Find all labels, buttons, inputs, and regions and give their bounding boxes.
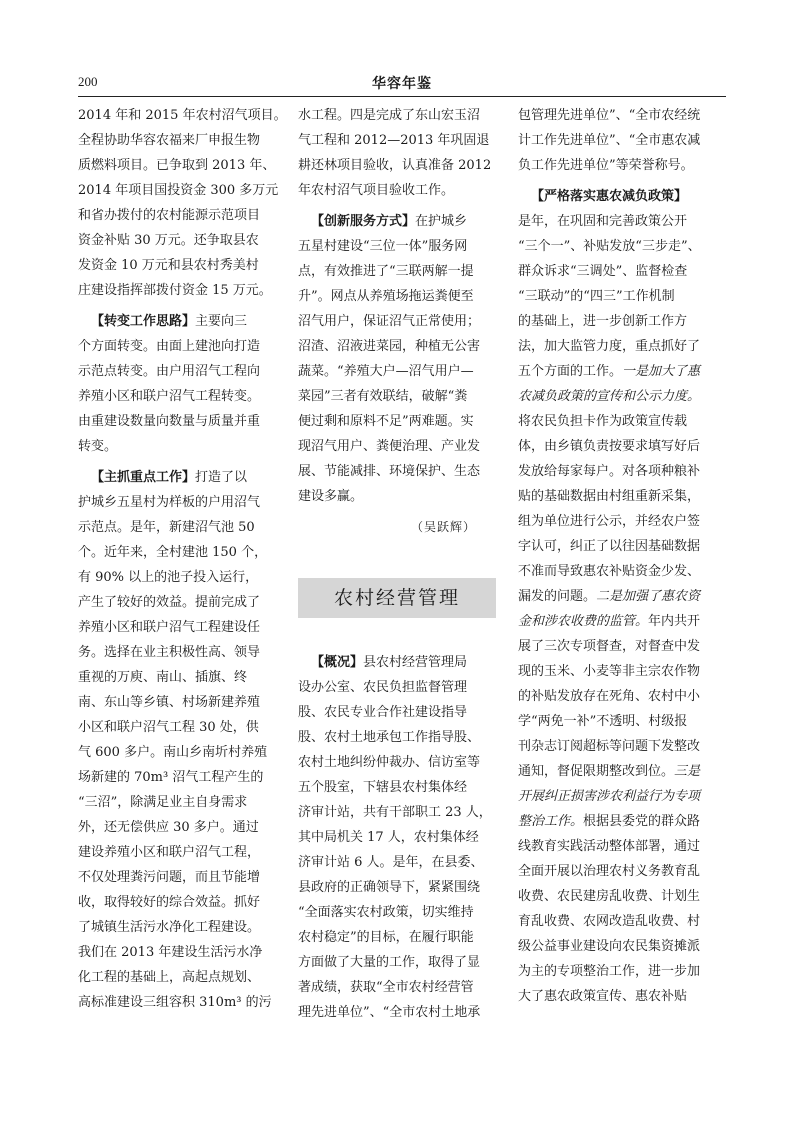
column-1	[78, 103, 288, 1015]
text-line: 线教育实践活动整体部署，通过	[518, 839, 701, 854]
text-line: 气 600 多户。南山乡南圻村养殖	[78, 745, 268, 760]
text-line: 高标准建设三组容积 310m³ 的污	[78, 995, 272, 1010]
paragraph	[78, 465, 288, 1015]
paragraph	[298, 103, 498, 203]
text-line: 是年，在巩固和完善政策公开	[518, 214, 688, 229]
text-line: 字认可，纠正了以往因基础数据	[518, 539, 701, 554]
page-header	[78, 58, 726, 98]
section-heading: 【严格落实惠农减负政策】	[531, 189, 688, 204]
text-line: 包管理先进单位”、“全市农经统	[518, 108, 701, 123]
text-line: 济审计站 6 人。是年，在县委、	[298, 855, 484, 870]
text-line: 现的玉米、小麦等非主宗农作物	[518, 664, 701, 679]
text-line: 建设养殖小区和联户沼气工程，	[78, 845, 261, 860]
text-line: 南、东山等乡镇、村场新建养殖	[78, 695, 261, 710]
text-line: 县农村经营管理局	[363, 655, 468, 670]
text-line: 水工程。四是完成了东山宏玉沼	[298, 108, 481, 123]
text-line: 化工程的基础上，高起点规划、	[78, 970, 261, 985]
text-line: 小区和联户沼气工程 30 处，供	[78, 720, 259, 735]
text-line: 养殖小区和联户沼气工程转变。	[78, 389, 261, 404]
page-number: 200	[78, 74, 98, 89]
text-line: 大了惠农政策宣传、惠农补贴	[518, 989, 688, 1004]
text-line: 年内共开	[648, 614, 701, 629]
text-line: 了城镇生活污水净化工程建设。	[78, 920, 261, 935]
text-line: 农村土地纠纷仲裁办、信访室等	[298, 755, 481, 770]
text-line: 庄建设指挥部拨付资金 15 万元。	[78, 283, 272, 298]
text-line: 为主的专项整治工作，进一步加	[518, 964, 701, 979]
author-credit: （吴跃辉）	[410, 520, 476, 534]
emphasis-text: 三是	[674, 764, 701, 779]
text-line: 升”。网点从养殖场拖运粪便至	[298, 289, 474, 304]
text-line: 不准而导致惠农补贴资金少发、	[518, 564, 701, 579]
text-line: 股、农民专业合作社建设指导	[298, 705, 468, 720]
text-line: 将农民负担卡作为政策宣传载	[518, 414, 688, 429]
text-line: 全面开展以治理农村义务教育乱	[518, 864, 701, 879]
text-line: 体，由乡镇负责按要求填写好后	[518, 439, 701, 454]
text-line: 群众诉求“三调处”、监督检查	[518, 264, 688, 279]
text-line: 我们在 2013 年建设生活污水净	[78, 945, 263, 960]
text-line: 场新建的 70m³ 沼气工程产生的	[78, 770, 264, 785]
text-line: 年农村沼气项目验收工作。	[298, 183, 455, 198]
paragraph	[298, 650, 498, 1025]
text-line: 学“两免一补”不透明、村级报	[518, 714, 688, 729]
emphasis-text: 开展纠正损害涉农利益行为专项	[518, 789, 701, 804]
section-heading: 【概况】	[311, 655, 364, 670]
text-line: 根据县委党的群众路	[583, 814, 701, 829]
text-line: 的基础上，进一步创新工作方	[518, 314, 688, 329]
text-line: 资金补贴 30 万元。还争取县农	[78, 233, 259, 248]
text-line: 贴的基础数据由村组重新采集，	[518, 489, 701, 504]
text-line: 不仅处理粪污问题，而且节能增	[78, 870, 261, 885]
text-line: 收费、农民建房乱收费、计划生	[518, 889, 701, 904]
text-line: 农村稳定”的目标，在履行职能	[298, 930, 474, 945]
paragraph	[518, 184, 726, 1009]
text-line: 理先进单位”、“全市农村土地承	[298, 1005, 481, 1020]
text-line: 县政府的正确领导下，紧紧围绕	[298, 880, 481, 895]
text-line: 方面做了大量的工作，取得了显	[298, 955, 481, 970]
text-line: 个。近年来，全村建池 150 个，	[78, 545, 268, 560]
section-title-box	[298, 578, 496, 618]
emphasis-text: 金和涉农收费的监管。	[518, 614, 649, 629]
text-line: 收，取得较好的综合效益。抓好	[78, 895, 261, 910]
paragraph	[518, 103, 726, 178]
text-line: 产生了较好的效益。提前完成了	[78, 595, 261, 610]
text-line: 展、节能减排、环境保护、生态	[298, 464, 481, 479]
text-line: 五个方面的工作。	[518, 364, 623, 379]
text-line: 打造了以	[195, 470, 248, 485]
text-line: 五个股室，下辖县农村集体经	[298, 780, 468, 795]
text-line: “三个一”、补贴发放“三步走”、	[518, 239, 701, 254]
paragraph	[298, 209, 498, 509]
text-line: 点，有效推进了“三联两解一提	[298, 264, 474, 279]
section-heading: 【主抓重点工作】	[91, 470, 196, 485]
emphasis-text: 一是加大了惠	[622, 364, 701, 379]
text-line: 示范点转变。由户用沼气工程向	[78, 364, 261, 379]
text-line: 的补贴发放存在死角、农村中小	[518, 689, 701, 704]
text-line: 其中局机关 17 人，农村集体经	[298, 830, 479, 845]
text-line: 示范点。是年，新建沼气池 50	[78, 520, 255, 535]
section-title: 农村经营管理	[333, 586, 460, 609]
text-line: 设办公室、农民负担监督管理	[298, 680, 468, 695]
column-3	[518, 103, 726, 1009]
text-line: 务。选择在业主积极性高、领导	[78, 645, 261, 660]
text-line: 发资金 10 万元和县农村秀美村	[78, 258, 259, 273]
section-heading: 【转变工作思路】	[91, 314, 196, 329]
text-line: 刊杂志订阅超标等问题下发整改	[518, 739, 701, 754]
text-line: 展了三次专项督查，对督查中发	[518, 639, 701, 654]
text-line: 气工程和 2012—2013 年巩固退	[298, 133, 490, 148]
section-heading: 【创新服务方式】	[311, 214, 416, 229]
header-rule	[78, 96, 726, 97]
text-line: 耕还林项目验收，认真准备 2012	[298, 158, 492, 173]
text-line: 有 90% 以上的池子投入运行，	[78, 570, 259, 585]
text-line: 个方面转变。由面上建池向打造	[78, 339, 261, 354]
text-line: 负工作先进单位”等荣誉称号。	[518, 158, 694, 173]
text-line: 护城乡五星村为样板的户用沼气	[78, 495, 261, 510]
text-line: 和省办拨付的农村能源示范项目	[78, 208, 261, 223]
emphasis-text: 农减负政策的宣传和公示力度。	[518, 389, 701, 404]
text-line: 主要向三	[195, 314, 248, 329]
text-line: 建设多赢。	[298, 489, 364, 504]
text-line: 在护城乡	[415, 214, 468, 229]
text-line: 级公益事业建设向农民集资摊派	[518, 939, 701, 954]
text-line: 发放给每家每户。对各项种粮补	[518, 464, 701, 479]
text-line: 组为单位进行公示，并经农户签	[518, 514, 701, 529]
text-line: 蔬菜。“养殖大户—沼气用户—	[298, 364, 474, 379]
text-line: “三沼”，除满足业主自身需求	[78, 795, 248, 810]
text-line: 著成绩，获取“全市农村经营管	[298, 980, 474, 995]
text-line: 便过剩和原料不足”两难题。实	[298, 414, 474, 429]
text-line: 沼渣、沼液进菜园，种植无公害	[298, 339, 481, 354]
text-line: 2014 年项目国投资金 300 多万元	[78, 183, 279, 198]
column-2	[298, 103, 498, 1025]
paragraph	[78, 103, 288, 303]
text-line: 法，加大监管力度，重点抓好了	[518, 339, 701, 354]
emphasis-text: 二是加强了惠农资	[596, 589, 701, 604]
text-line: 沼气用户，保证沼气正常使用；	[298, 314, 481, 329]
text-line: “全面落实农村政策，切实维持	[298, 905, 474, 920]
emphasis-text: 整治工作。	[518, 814, 584, 829]
text-line: 2014 年和 2015 年农村沼气项目。	[78, 108, 287, 123]
text-line: 重视的万庾、南山、插旗、终	[78, 670, 248, 685]
text-line: 计工作先进单位”、“全市惠农减	[518, 133, 701, 148]
text-line: 转变。	[78, 439, 118, 454]
book-title: 华容年鉴	[372, 76, 432, 92]
text-line: 通知，督促限期整改到位。	[518, 764, 675, 779]
text-line: 全程协助华容农福来厂申报生物	[78, 133, 261, 148]
text-line: 质燃料项目。已争取到 2013 年、	[78, 158, 276, 173]
text-line: 育乱收费、农网改造乱收费、村	[518, 914, 701, 929]
text-line: 养殖小区和联户沼气工程建设任	[78, 620, 261, 635]
text-line: 外，还无偿供应 30 多户。通过	[78, 820, 259, 835]
text-line: 现沼气用户、粪便治理、产业发	[298, 439, 481, 454]
text-line: 菜园”三者有效联结，破解“粪	[298, 389, 468, 404]
text-line: “三联动”的“四三”工作机制	[518, 289, 675, 304]
paragraph	[78, 309, 288, 459]
text-line: 由重建设数量向数量与质量并重	[78, 414, 261, 429]
text-line: 股、农村土地承包工作指导股、	[298, 730, 481, 745]
text-line: 济审计站，共有干部职工 23 人，	[298, 805, 492, 820]
text-line: 漏发的问题。	[518, 589, 597, 604]
text-line: 五星村建设“三位一体”服务网	[298, 239, 468, 254]
